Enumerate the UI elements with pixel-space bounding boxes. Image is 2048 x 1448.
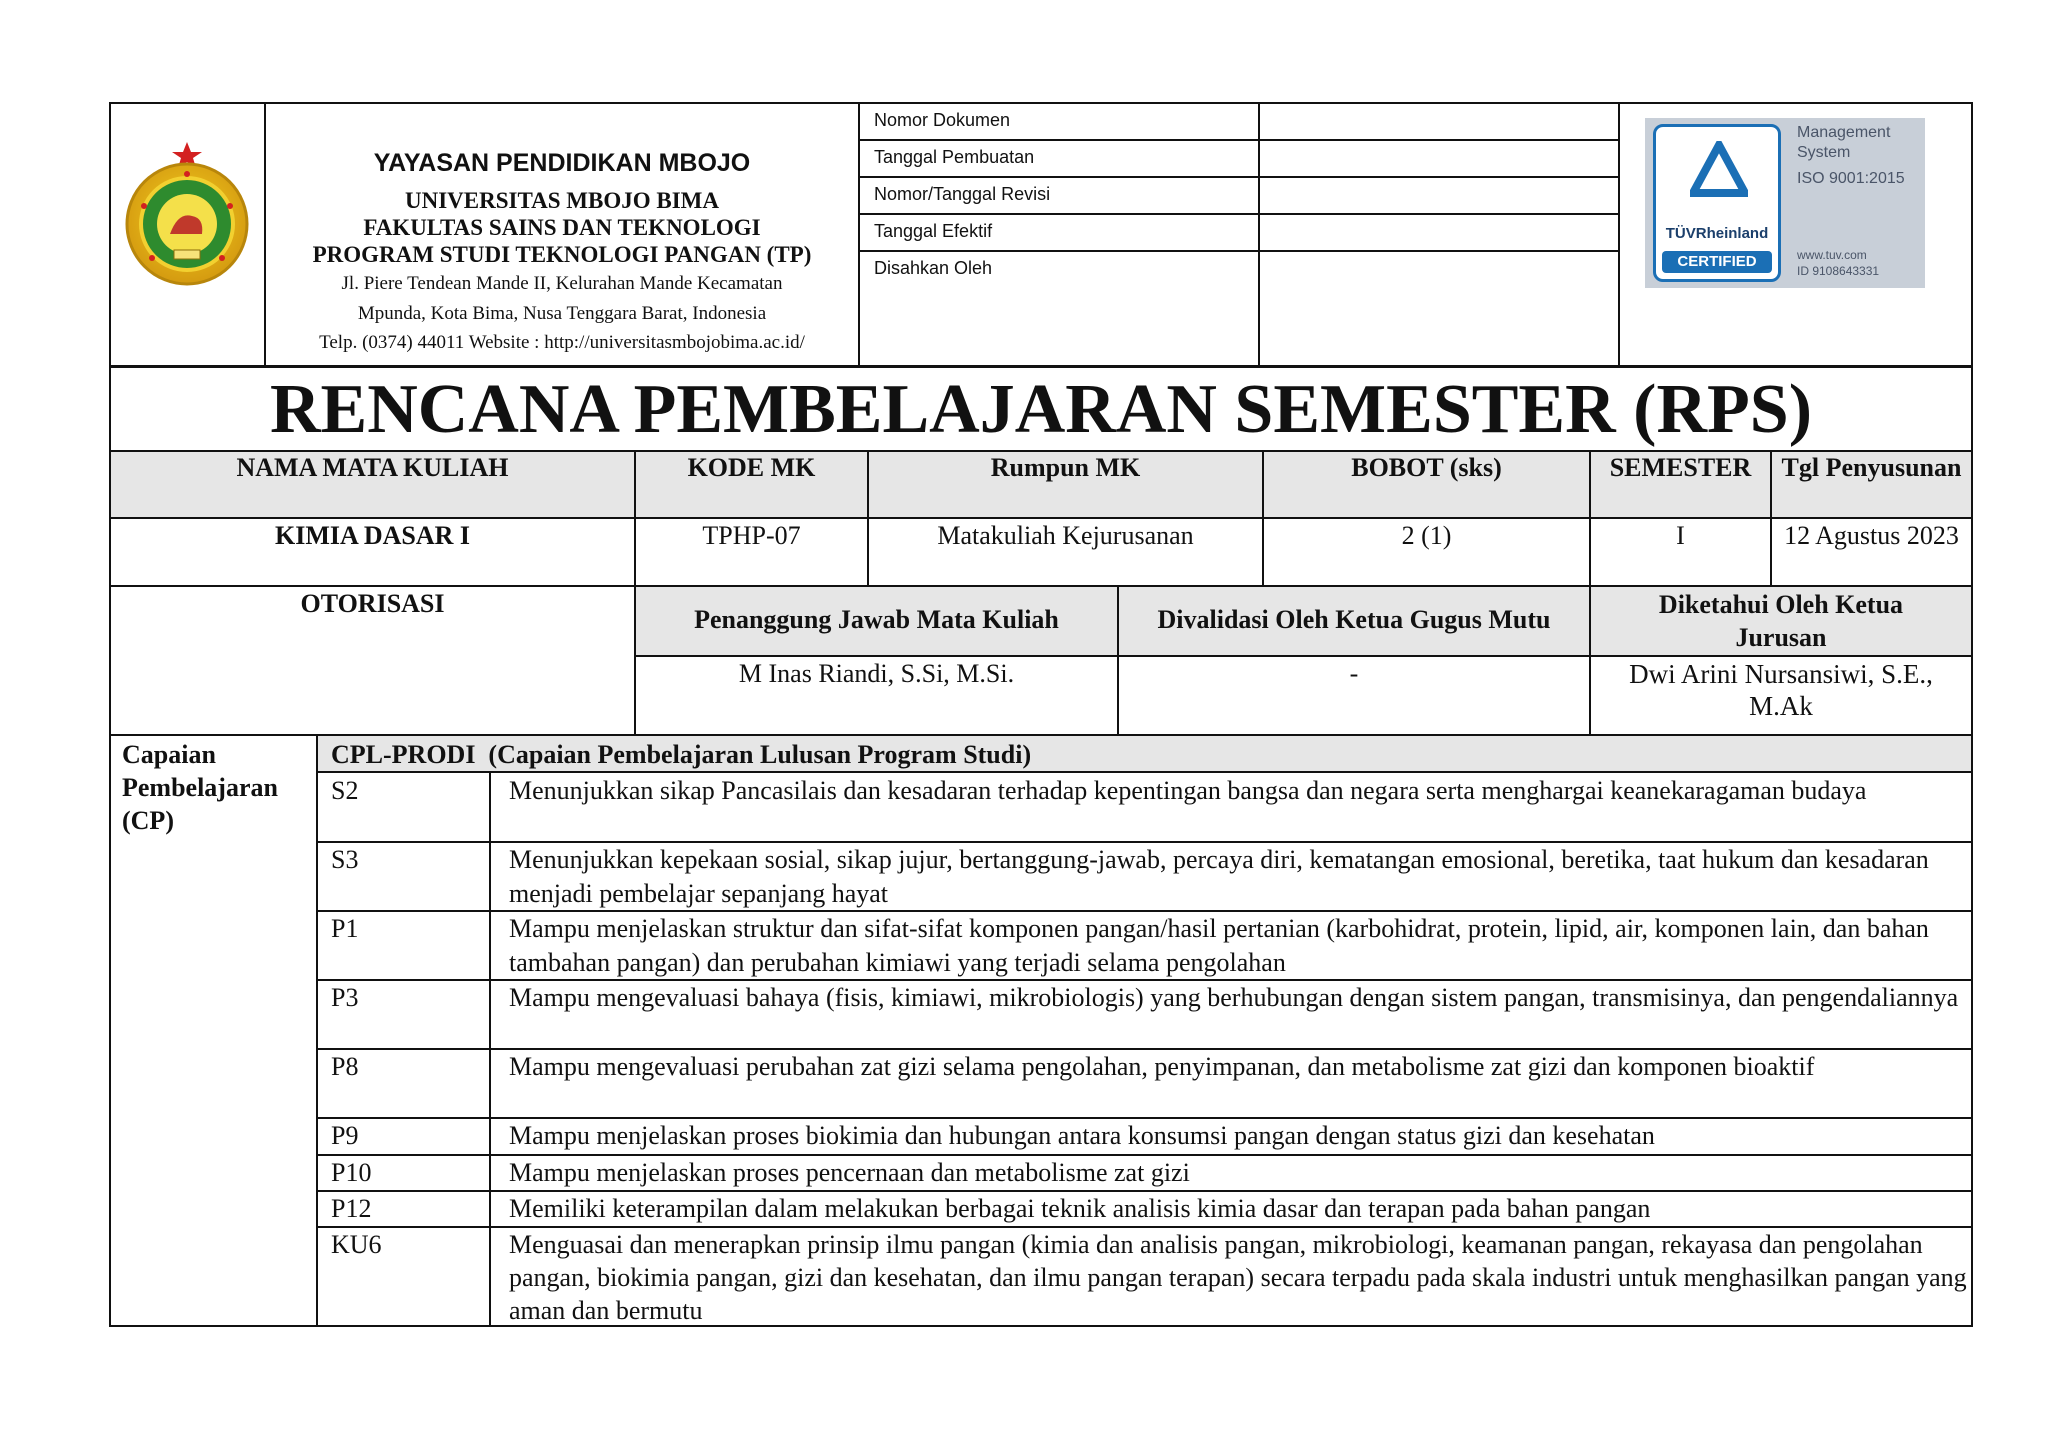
cert-line-2: System [1797, 144, 1851, 161]
role-penanggung-jawab: Penanggung Jawab Mata Kuliah [694, 605, 1059, 634]
cpl-text: Menguasai dan menerapkan prinsip ilmu pangan (kimia dan analisis pangan, mikrobiologi, keamanan pangan, rekayasa dan pengolahan pangan, biokimia pangan, gizi dan kesehatan, dan ilmu pangan terapan) secara terpadu pada skala industri untuk menghasilkan pangan yang aman dan bermutu [509, 1230, 1967, 1325]
cpl-text: Memiliki keterampilan dalam melakukan berbagai teknik analisis kimia dasar dan terapan pada bahan pangan [509, 1194, 1651, 1223]
cpl-code: P3 [331, 983, 359, 1012]
cpl-text: Mampu mengevaluasi bahaya (fisis, kimiawi, mikrobiologis) yang berhubungan dengan sistem pangan, transmisinya, dan pengendaliannya [509, 983, 1959, 1012]
header-tgl-penyusunan: Tgl Penyusunan [1781, 453, 1962, 482]
doc-field-tanggal-efektif: Tanggal Efektif [874, 221, 993, 241]
cpl-text: Menunjukkan kepekaan sosial, sikap jujur, bertanggung-jawab, percaya diri, kematangan emosional, beretika, taat hukum dan kesadaran menjadi pembelajar sepanjang hayat [509, 845, 1929, 908]
cpl-code: P9 [331, 1121, 359, 1150]
program-name: PROGRAM STUDI TEKNOLOGI PANGAN (TP) [312, 242, 812, 267]
tuv-certification-badge [1645, 118, 1925, 288]
contact-line: Telp. (0374) 44011 Website : http://universitasmbojobima.ac.id/ [319, 332, 805, 353]
cpl-code: KU6 [331, 1230, 382, 1259]
cpl-text: Mampu menjelaskan proses pencernaan dan metabolisme zat gizi [509, 1158, 1190, 1187]
name-diketahui: Dwi Arini Nursansiwi, S.E., M.Ak [1629, 659, 1933, 721]
value-tgl-penyusunan: 12 Agustus 2023 [1784, 521, 1959, 550]
cpl-prodi-heading: CPL-PRODI (Capaian Pembelajaran Lulusan Program Studi) [331, 740, 1032, 769]
doc-field-revisi: Nomor/Tanggal Revisi [874, 184, 1051, 204]
cpl-text: Mampu menjelaskan proses biokimia dan hubungan antara konsumsi pangan dengan status gizi dan kesehatan [509, 1121, 1655, 1150]
value-nama-mata-kuliah: KIMIA DASAR I [274, 521, 471, 550]
cpl-code: P1 [331, 914, 359, 943]
header-kode-mk: KODE MK [687, 453, 816, 482]
value-rumpun-mk: Matakuliah Kejurusanan [937, 521, 1194, 550]
cpl-text: Mampu mengevaluasi perubahan zat gizi selama pengolahan, penyimpanan, dan metabolisme zat gizi dan komponen bioaktif [509, 1052, 1815, 1081]
cpl-text: Mampu menjelaskan struktur dan sifat-sifat komponen pangan/hasil pertanian (karbohidrat, protein, lipid, air, komponen lain, dan bahan tambahan pangan) dan perubahan kimiawi yang terjadi selama pengolahan [509, 914, 1929, 977]
otorisasi-label: OTORISASI [300, 589, 445, 618]
tuv-certified-label: CERTIFIED [1662, 251, 1772, 273]
address-line-2: Mpunda, Kota Bima, Nusa Tenggara Barat, Indonesia [357, 303, 767, 324]
doc-field-disahkan-oleh: Disahkan Oleh [874, 258, 993, 278]
value-kode-mk: TPHP-07 [702, 521, 801, 550]
name-validasi: - [1349, 659, 1359, 688]
cpl-text: Menunjukkan sikap Pancasilais dan kesadaran terhadap kepentingan bangsa dan negara serta menghargai keanekaragaman budaya [509, 776, 1867, 805]
cpl-code: P10 [331, 1158, 372, 1187]
tuv-logo-panel [1653, 124, 1781, 282]
university-name: UNIVERSITAS MBOJO BIMA [405, 188, 719, 213]
faculty-name: FAKULTAS SAINS DAN TEKNOLOGI [363, 215, 761, 240]
header-rumpun-mk: Rumpun MK [990, 453, 1141, 482]
cpl-code: P8 [331, 1052, 359, 1081]
cert-line-3: ISO 9001:2015 [1797, 170, 1905, 187]
cpl-code: P12 [331, 1194, 372, 1223]
role-diketahui: Diketahui Oleh Ketua Jurusan [1658, 590, 1904, 652]
role-validasi: Divalidasi Oleh Ketua Gugus Mutu [1157, 605, 1551, 634]
doc-field-tanggal-pembuatan: Tanggal Pembuatan [874, 147, 1035, 167]
foundation-name: YAYASAN PENDIDIKAN MBOJO [373, 149, 751, 177]
value-bobot-sks: 2 (1) [1401, 521, 1452, 550]
name-penanggung-jawab: M Inas Riandi, S.Si, M.Si. [738, 659, 1015, 688]
header-semester: SEMESTER [1609, 453, 1752, 482]
tuv-triangle-icon [1690, 141, 1748, 199]
cert-web: www.tuv.com [1797, 248, 1867, 262]
cp-label: Capaian Pembelajaran (CP) [122, 740, 278, 835]
header-bobot-sks: BOBOT (sks) [1351, 453, 1502, 482]
university-logo [112, 138, 262, 298]
cpl-code: S2 [331, 776, 359, 805]
address-line-1: Jl. Piere Tendean Mande II, Kelurahan Mande Kecamatan [341, 273, 783, 294]
cert-line-1: Management [1797, 124, 1891, 141]
header-nama-mata-kuliah: NAMA MATA KULIAH [236, 453, 509, 482]
tuv-brand: TÜVRheinland [1665, 225, 1769, 242]
value-semester: I [1676, 521, 1685, 550]
document-title: RENCANA PEMBELAJARAN SEMESTER (RPS) [269, 371, 1813, 448]
doc-field-nomor-dokumen: Nomor Dokumen [874, 110, 1011, 130]
cpl-code: S3 [331, 845, 359, 874]
cert-id: ID 9108643331 [1797, 264, 1880, 278]
